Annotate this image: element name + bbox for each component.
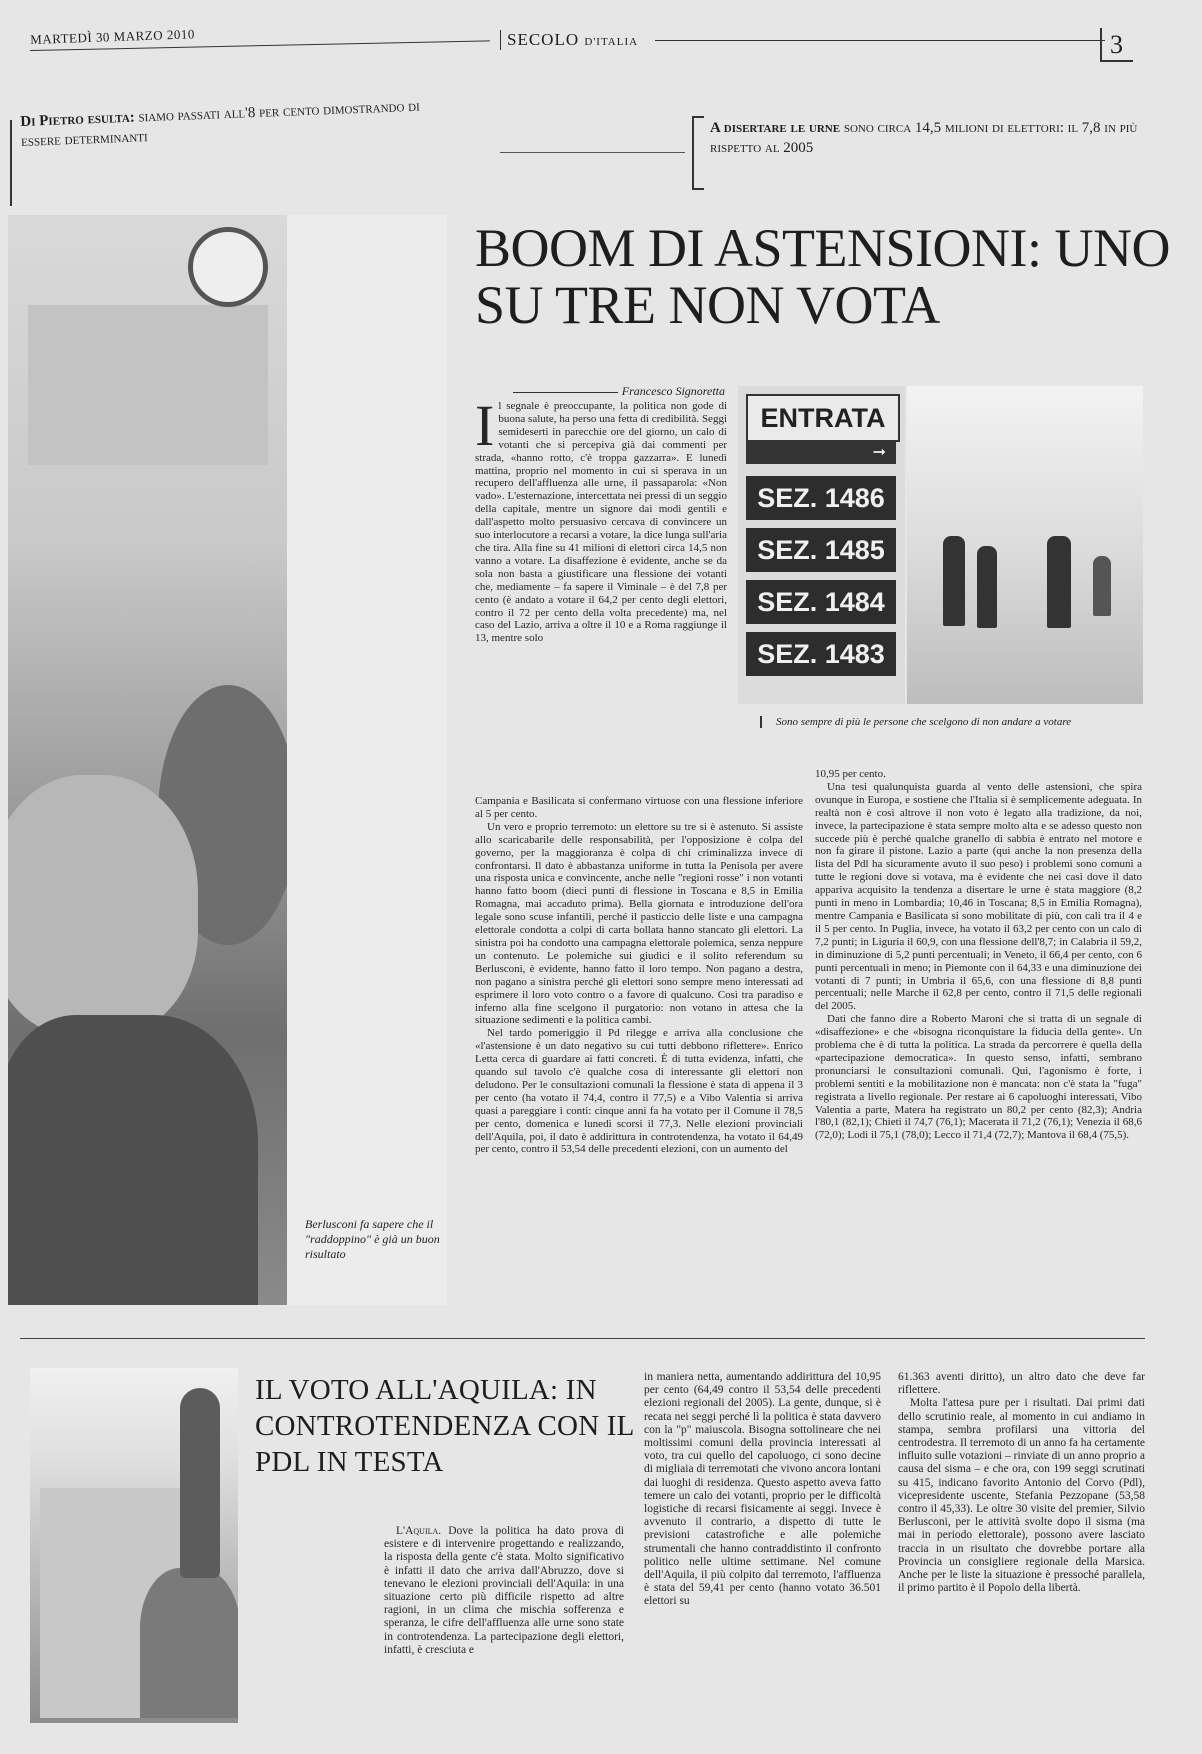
photo-statue bbox=[180, 1388, 220, 1578]
drop-cap: I bbox=[475, 400, 495, 458]
photo-white-margin bbox=[287, 215, 447, 1305]
photo-coat bbox=[8, 1015, 258, 1305]
section-divider bbox=[20, 1338, 1145, 1339]
kicker-left bbox=[20, 96, 441, 152]
masthead-rule-right bbox=[655, 40, 1105, 41]
photo-wall-panel bbox=[28, 305, 268, 465]
photo-person bbox=[977, 546, 997, 628]
page-number: 3 bbox=[1100, 28, 1133, 62]
photo-caption-main: Berlusconi fa sapere che il "raddoppino" è già un buon risultato bbox=[305, 1217, 440, 1261]
photo-person bbox=[1047, 536, 1071, 628]
sidebar-paragraph: Molta l'attesa pure per i risultati. Dai primi dati dello scrutinio reale, al momento in cui andiamo in stampa, sembra profilarsi una vittoria del centrodestra. Il terremoto di un anno fa ha certamente influito sulle votazioni – rinviate di un anno proprio a causa del sisma – e che ora, con 199 seggi scrutinati su 415, indicano favorito Antonio del Corvo (Pdl), vicepresidente uscente, Stefania Pezzopane (53,58 contro il 45,33). Le oltre 30 visite del premier, Silvio Berlusconi, per le attività svolte dopo il sisma (ma mai in periodo elettorale), possono avere lasciato traccia in un risultato che dovrebbe portare alla Provincia un consigliere regionale della Marsica. Anche per le liste la situazione è pressoché parallela, il primo partito è il Popolo della libertà. bbox=[898, 1397, 1145, 1595]
sidebar-paragraph: in maniera netta, aumentando addirittura del 10,95 per cento (64,49 contro il 53,54 delle precedenti elezioni regionali del 2005). La gente, dunque, si è recata nei seggi perché lì la politica è stata davvero con la "p" maiuscola. Bisogna sottolineare che nei moltissimi comuni della provincia interessati al voto, tra cui quello del capoluogo, ci sono decine di migliaia di terremotati che vivono ancora lontani dai luoghi di residenza. Questo aspetto aveva fatto temere un calo dei votanti, proprio per le difficoltà logistiche di recarsi fisicamente ai seggi. Invece è avvenuto il contrario, a dispetto di tutte le previsioni catastrofiche e alle polemiche strumentali che hanno contraddistinto il confronto politico nelle ultime settimane. Nel comune dell'Aquila, il più colpito dal terremoto, l'affluenza è stata del 59,41 per cento (hanno votato 36.501 elettori su bbox=[644, 1371, 881, 1608]
kicker-right-text: sono circa 14,5 milioni di elettori: il 7,8 in più rispetto al 2005 bbox=[710, 120, 1138, 156]
article-column-3 bbox=[815, 768, 1142, 1308]
article-paragraph: 10,95 per cento. bbox=[815, 768, 886, 780]
sign-section-1486: SEZ. 1486 bbox=[746, 476, 896, 520]
aquila-statue-photo bbox=[30, 1368, 238, 1723]
sidebar-paragraph: 61.363 aventi diritto), un altro dato che deve far riflettere. bbox=[898, 1371, 1145, 1397]
photo-person bbox=[943, 536, 965, 626]
sidebar-dateline: L'Aquila. bbox=[396, 1525, 442, 1537]
photo-caption-top: Sono sempre di più le persone che scelgono di non andare a votare bbox=[760, 716, 1166, 728]
article-headline: BOOM DI ASTENSIONI: UNO SU TRE NON VOTA bbox=[475, 218, 1171, 335]
sign-entrata: ENTRATA bbox=[746, 394, 900, 442]
article-paragraph: Dati che fanno dire a Roberto Maroni che si tratta di un segnale di «disaffezione» e che «bisogna riconquistare la fiducia della gente». Un problema che è di tutta la politica. La strada da percorrere è quella della «partecipazione democratica». In questo senso, infatti, sembrano pronunciarsi le consultazioni comunali. Qui, l'agonismo è forte, i problemi sentiti e la mobilitazione non è mancata: non c'è stata la "fuga" registrata a livello regionale. Per restare ai 6 capoluoghi interessati, Vibo Valentia a parte, Matera ha registrato un 80,2 per cento (82,3); Andria l'80,1 (82,1); Chieti il 74,7 (76,1); Macerata il 71,2 (76,1); Venezia il 68,6 (72,0); Lodi il 75,1 (78,0); Lecco il 71,4 (72,7); Mantova il 68,4 (75,5). bbox=[815, 1013, 1142, 1142]
sign-section-1483: SEZ. 1483 bbox=[746, 632, 896, 676]
berlusconi-photo bbox=[8, 215, 287, 1305]
sign-section-1485: SEZ. 1485 bbox=[746, 528, 896, 572]
article-paragraph: Campania e Basilicata si confermano virtuose con una flessione inferiore al 5 per cento. bbox=[475, 795, 803, 820]
polling-signs-photo bbox=[738, 386, 905, 704]
kicker-right-bold: A disertare le urne bbox=[710, 120, 841, 136]
masthead-name-main: SECOLO bbox=[507, 30, 580, 49]
sidebar-column-2 bbox=[644, 1371, 881, 1741]
article-paragraph: Una tesi qualunquista guarda al vento delle astensioni, che spira ovunque in Europa, e sostiene che l'Italia si è semplicemente adeguata. In realtà non è così altrove il non voto è legato alla tradizione, da noi, invece, la partecipazione è stata sempre molto alta e se adesso questo non succede più è perché qualche granello di sabbia è entrato nel motore e non fa girare il pistone. Lazio a parte (qui anche la non presenza della lista del Pdl ha sicuramente avuto il suo peso) i problemi sono comuni a tutte le regioni dove si votava, ma è evidente che nei casi dove il dato appariva acquisito la tendenza a disertare le urne è stata maggiore (8,2 punti in meno in Lombardia; 10,46 in Toscana; 8,5 in Emilia Romagna), mentre Campania e Basilicata si sono mobilitate di più, con cali tra il 4 e il 5 per cento. In Puglia, invece, ha votato il 63,2 per cento con un calo di 7,2 punti; in Liguria il 60,9, con una flessione dell'8,7; in Calabria il 59,2, in diminuzione di 5,2 punti percentuali; in Veneto, il 66,4 per cento, con 6 punti percentuali in meno; in Piemonte con il 64,33 e una diminuzione dei votanti di 7 punti; in Umbria il 65,6, con una flessione di 8,8 punti percentuali; nelle Marche il 62,8 per cento, contro il 71,5 delle regionali del 2005. bbox=[815, 780, 1142, 1013]
article-paragraph: Nel tardo pomeriggio il Pd rilegge e arriva alla conclusione che «l'astensione è un dato negativo su cui tutti debbono riflettere». Enrico Letta cerca di guardare ai fatti concreti. È di tutta evidenza, infatti, che quando sul tavolo c'è qualche cosa di interessante gli elettori non deludono. Per le consultazioni comunali la flessione è stata di appena il 3 per cento (ha votato il 74,4, contro il 77,5) e a Vibo Valentia si arriva quasi a pareggiare i conti: cinque anni fa ha votato per il Comune il 78,5 per cento, domenica e lunedì scorsi il 77,3. Nelle elezioni provinciali dell'Aquila, poi, il dato è addirittura in controtendenza, ha votato il 64,49 per cento, contro il 53,54 delle precedenti elezioni, con un aumento del bbox=[475, 1027, 803, 1156]
photo-chair bbox=[1093, 556, 1111, 616]
article-lead-text: l segnale è preoccupante, la politica non gode di buona salute, ha perso una fetta di credibilità. Seggi semideserti in parecchie ore del giorno, un calo di votanti che si percepiva già dai commenti per strada, «hanno rotto, c'è troppa gazzarra». E lunedì mattina, proprio nel momento in cui si sperava in un recupero dell'affluenza alle urne, il passaparola: «Non vado». L'esternazione, intercettata nei pressi di un seggio della capitale, mentre un signore dai modi gentili e dall'aspetto molto persuasivo cercava di convincere un suo interlocutore a recarsi a votare, la dice lunga sull'aria che tira. Alla fine su 41 milioni di elettori circa 14,5 non vanno a votare. La disaffezione è evidente, anche se da sola non basta a giustificare una flessione dei votanti che, mediamente – fa sapere il Viminale – è del 7,8 per cento (è andato a votare il 64,2 per cento degli elettori, contro il 72 per cento della volta precedente) ma, nel caso del Lazio, arriva a oltre il 10 e a Roma raggiunge il 13, mentre solo bbox=[475, 400, 727, 645]
photo-face bbox=[8, 775, 198, 1035]
masthead-name-small: D'ITALIA bbox=[584, 36, 639, 48]
kicker-right bbox=[710, 118, 1150, 158]
photo-wall-clock bbox=[188, 227, 268, 307]
sidebar-column-1 bbox=[384, 1525, 624, 1740]
photo-fountain bbox=[140, 1568, 238, 1718]
kicker-left-bold: Di Pietro esulta: bbox=[20, 109, 136, 130]
sign-arrow-icon: ➞ bbox=[746, 442, 896, 464]
kicker-left-bracket bbox=[10, 120, 15, 206]
sidebar-text: Dove la politica ha dato prova di esistere e di intervenire progettando e realizzando, la risposta della gente c'è stata. Molto significativo è infatti il dato che arriva dall'Abruzzo, dove si tenevano le elezioni provinciali dell'Aquila: in una situazione certo più difficile rispetto ad altre ragioni, in un clima che mischia sofferenza e speranza, le cifre dell'affluenza alle urne sono state in controtendenza. La partecipazione degli elettori, infatti, è cresciuta e bbox=[384, 1525, 624, 1656]
sidebar-column-3 bbox=[898, 1371, 1145, 1741]
polling-corridor-photo bbox=[907, 386, 1143, 704]
kicker-right-rule bbox=[500, 152, 685, 153]
kicker-left-text: siamo passati all'8 per cento dimostrando di essere determinanti bbox=[20, 98, 421, 150]
kicker-right-bracket bbox=[692, 116, 704, 190]
masthead-name bbox=[500, 30, 638, 50]
sign-section-1484: SEZ. 1484 bbox=[746, 580, 896, 624]
masthead-date: MARTEDÌ 30 MARZO 2010 bbox=[30, 26, 196, 47]
article-column-1 bbox=[475, 400, 727, 795]
article-column-2 bbox=[475, 795, 803, 1307]
article-paragraph: Un vero e proprio terremoto: un elettore su tre si è astenuto. Si assiste allo scaricabarile delle responsabilità, per l'opposizione è colpa del governo, per la maggioranza è colpa di chi criminalizza invece di confrontarsi. Il dato è abbastanza uniforme in tutta la Penisola per avere una risposta unica e convincente, anche nelle "regioni rosse" i non votanti hanno fatto boom (dieci punti di flessione in Toscana e 8,5 in Emilia Romagna, mai accaduto prima). Bella giornata e introduzione dell'ora legale sono scuse infantili, perché il pasticcio delle liste e una campagna elettorale condotta a colpi di carta bollata hanno stancato gli elettori. La sinistra poi ha condotto una campagna elettorale polemica, senza neppure un contenuto. Le polemiche sui giudici e il solito referendum su Berlusconi, è evidente, hanno fatto il loro tempo. Non pagano a destra, non pagano a sinistra perché gli elettori sono sempre meno interessati ad esprimere il loro voto contro o a favore di qualcuno. Così tra paradiso e inferno alla fine scelgono il purgatorio: non votano in attesa che la situazione sedimenti e la politica cambi. bbox=[475, 820, 803, 1027]
article-byline: Francesco Signoretta bbox=[475, 384, 725, 399]
sidebar-headline: IL VOTO ALL'AQUILA: IN CONTROTENDENZA CON IL PDL IN TESTA bbox=[255, 1374, 634, 1478]
